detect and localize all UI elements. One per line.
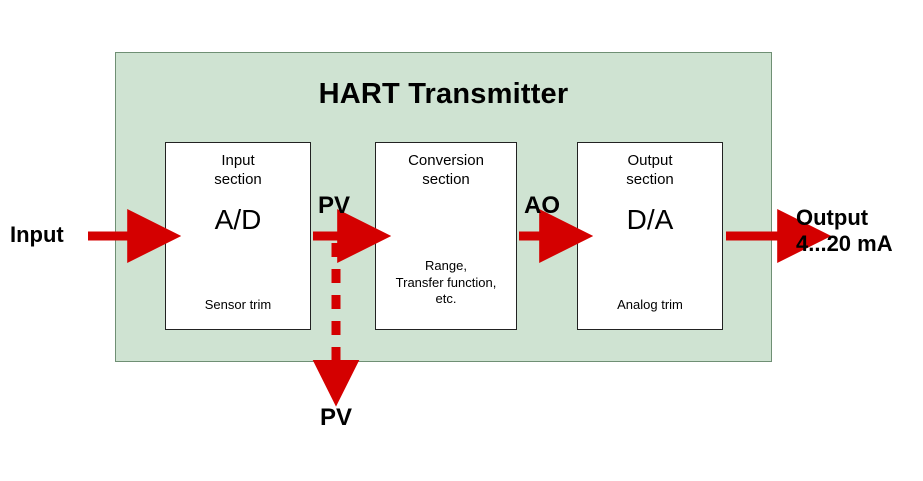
signal-label-pv-top: PV (318, 192, 351, 219)
block-conversion-section-footnote: Range, Transfer function, etc. (395, 258, 497, 306)
block-input-section-type: A/D (214, 203, 262, 235)
block-output-section-footnote: Analog trim (617, 296, 683, 312)
block-input-section-heading: Input section (214, 152, 262, 188)
signal-label-output: Output 4...20 mA (796, 205, 893, 257)
diagram-title: HART Transmitter (318, 78, 569, 110)
signal-label-ao: AO (524, 192, 560, 219)
block-input-section (165, 142, 311, 330)
block-output-section (577, 142, 723, 330)
signal-label-pv-bottom: PV (319, 404, 352, 431)
block-conversion-section (375, 142, 517, 330)
block-output-section-heading: Output section (626, 152, 674, 188)
block-conversion-section-heading: Conversion section (408, 152, 484, 188)
signal-label-input: Input (10, 222, 64, 247)
block-input-section-footnote: Sensor trim (204, 296, 272, 312)
block-output-section-type: D/A (626, 203, 674, 235)
